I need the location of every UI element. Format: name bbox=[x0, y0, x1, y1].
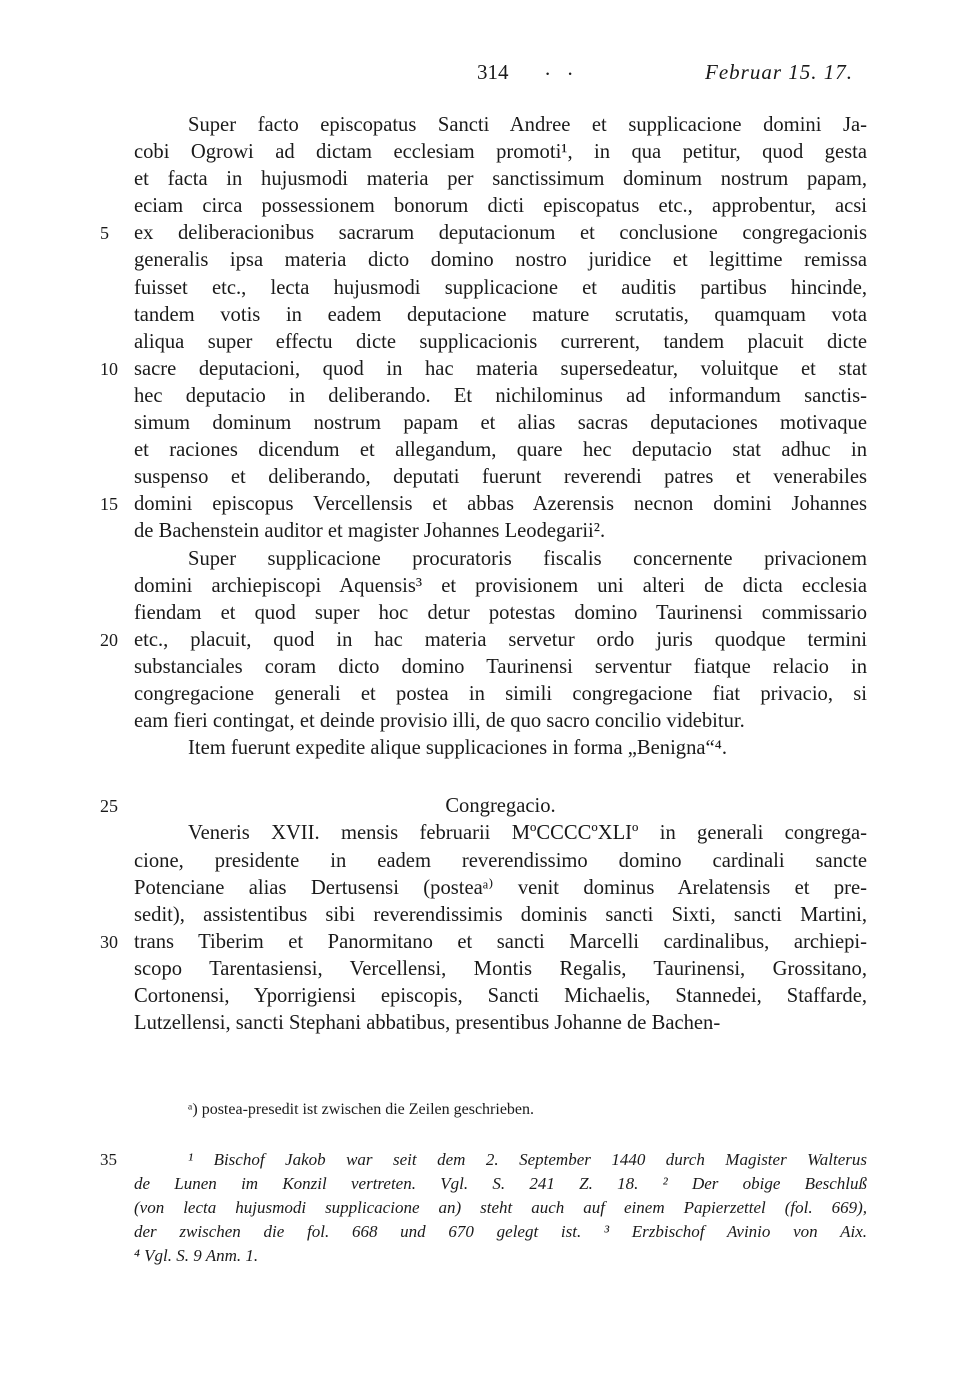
text-line bbox=[0, 518, 960, 545]
line-text: sacre deputacioni, quod in hac materia supersedeatur, voluitque et stat bbox=[134, 357, 867, 380]
line-text: Item fuerunt expedite alique supplicaciones in forma „Benigna“⁴. bbox=[188, 737, 727, 760]
footnote-line bbox=[0, 1244, 960, 1268]
text-line bbox=[0, 983, 960, 1010]
line-text: hec deputacio in deliberando. Et nichilominus ad informandum sanctis- bbox=[134, 384, 867, 407]
text-line bbox=[0, 956, 960, 983]
text-line bbox=[0, 600, 960, 627]
page-header bbox=[0, 56, 960, 90]
line-text: suspenso et deliberando, deputati fuerunt reverendi patres et venerabiles bbox=[134, 466, 867, 489]
footnote-text: de Lunen im Konzil vertreten. Vgl. S. 241 Z. 18. ² Der obige Beschluß bbox=[134, 1174, 867, 1193]
line-text: aliqua super effectu dicte supplicacionis currerent, tandem placuit dicte bbox=[134, 330, 867, 353]
text-line bbox=[0, 573, 960, 600]
text-line bbox=[0, 383, 960, 410]
line-text: et raciones dicendum et allegandum, quare hec deputacio stat adhuc in bbox=[134, 439, 867, 462]
line-text: trans Tiberim et Panormitano et sancti Marcelli cardinalibus, archiepi- bbox=[134, 930, 867, 953]
text-line bbox=[0, 546, 960, 573]
text-line bbox=[0, 848, 960, 875]
line-text: Potenciane alias Dertusensi (posteaᵃ⁾ venit dominus Arelatensis et pre- bbox=[134, 876, 867, 899]
line-text: Super facto episcopatus Sancti Andree et supplicacione domini Ja- bbox=[188, 114, 867, 136]
footnotes bbox=[0, 1148, 960, 1268]
text-line bbox=[0, 929, 960, 956]
line-text: generalis ipsa materia dicto domino nostro juridice et legittime remissa bbox=[134, 249, 867, 272]
line-text: ex deliberacionibus sacrarum deputacionum et conclusione congregacionis bbox=[134, 222, 867, 245]
text-line bbox=[0, 708, 960, 735]
footnote-text: ¹ Bischof Jakob war seit dem 2. September 1440 durch Magister Walterus bbox=[188, 1150, 867, 1169]
apparatus-note: ᵃ) postea-presedit ist zwischen die Zeilen geschrieben. bbox=[188, 1101, 535, 1118]
line-text: Super supplicacione procuratoris fiscalis concernente privacionem bbox=[188, 547, 867, 570]
line-text: domini archiepiscopi Aquensis³ et provisionem uni alteri de dicta ecclesia bbox=[134, 574, 867, 597]
main-text bbox=[0, 112, 960, 1037]
line-number: 5 bbox=[100, 223, 109, 244]
text-line bbox=[0, 302, 960, 329]
text-line bbox=[0, 762, 960, 789]
text-line bbox=[0, 329, 960, 356]
text-line bbox=[0, 275, 960, 302]
text-line bbox=[0, 793, 960, 820]
text-line bbox=[0, 820, 960, 847]
text-line bbox=[0, 627, 960, 654]
footnote-line bbox=[0, 1220, 960, 1244]
text-line bbox=[0, 247, 960, 274]
running-head-date: Februar 15. 17. bbox=[705, 60, 853, 84]
textual-apparatus bbox=[0, 1098, 960, 1122]
line-text: fuisset etc., lecta hujusmodi supplicacione et auditis partibus hincinde, bbox=[134, 276, 867, 299]
line-text: tandem votis in eadem deputacione mature scrutatis, quamquam vota bbox=[134, 303, 867, 326]
line-text: fiendam et quod super hoc detur potestas domino Taurinensi commissario bbox=[134, 601, 867, 624]
line-number: 25 bbox=[100, 796, 118, 817]
text-line bbox=[0, 681, 960, 708]
text-line bbox=[0, 735, 960, 762]
section-heading: Congregacio. bbox=[445, 795, 556, 818]
line-text: et facta in hujusmodi materia per sanctissimum dominum nostrum papam, bbox=[134, 168, 867, 191]
line-text: de Bachenstein auditor et magister Johannes Leodegarii². bbox=[134, 520, 606, 543]
text-line bbox=[0, 139, 960, 166]
line-text: sedit), assistentibus sibi reverendissimis dominis sancti Sixti, sancti Martini, bbox=[134, 903, 867, 926]
footnote-text: (von lecta hujusmodi supplicacione an) steht auch auf einem Papierzettel (fol. 669), bbox=[134, 1198, 867, 1217]
line-number: 30 bbox=[100, 931, 118, 952]
line-number: 10 bbox=[100, 358, 118, 379]
text-line bbox=[0, 356, 960, 383]
footnote-text: ⁴ Vgl. S. 9 Anm. 1. bbox=[134, 1246, 259, 1265]
text-line bbox=[0, 220, 960, 247]
text-line bbox=[0, 1010, 960, 1037]
line-text: Lutzellensi, sancti Stephani abbatibus, presentibus Johanne de Bachen- bbox=[134, 1012, 721, 1035]
line-text: Veneris XVII. mensis februarii MºCCCCºXLIº in generali congrega- bbox=[188, 822, 867, 845]
footnote-text: der zwischen die fol. 668 und 670 gelegt ist. ³ Erzbischof Avinio von Aix. bbox=[134, 1222, 867, 1241]
line-text: simum dominum nostrum papam et alias sacras deputaciones motivaque bbox=[134, 412, 867, 435]
text-line bbox=[0, 902, 960, 929]
text-line bbox=[0, 875, 960, 902]
footnote-line bbox=[0, 1196, 960, 1220]
footnote-line bbox=[0, 1148, 960, 1172]
text-line bbox=[0, 464, 960, 491]
line-text: congregacione generali et postea in simili congregacione fiat privacio, si bbox=[134, 682, 867, 705]
line-text: domini episcopus Vercellensis et abbas Azerensis necnon domini Johannes bbox=[134, 493, 867, 516]
footnote-line bbox=[0, 1172, 960, 1196]
line-text: scopo Tarentasiensi, Vercellensi, Montis Regalis, Taurinensi, Grossitano, bbox=[134, 957, 867, 980]
text-line bbox=[0, 491, 960, 518]
line-text: cione, presidente in eadem reverendissimo domino cardinali sancte bbox=[134, 849, 867, 872]
line-number: 20 bbox=[100, 629, 118, 650]
text-line bbox=[0, 193, 960, 220]
line-text: eam fieri contingat, et deinde provisio illi, de quo sacro concilio videbitur. bbox=[134, 710, 745, 733]
line-text: eciam circa possessionem bonorum dicti episcopatus etc., approbentur, acsi bbox=[134, 195, 867, 218]
text-line bbox=[0, 437, 960, 464]
text-line bbox=[0, 410, 960, 437]
header-dots: . . bbox=[545, 56, 579, 80]
line-text: substanciales coram dicto domino Taurinensi serventur fiatque relacio in bbox=[134, 655, 867, 678]
line-text: cobi Ogrowi ad dictam ecclesiam promoti¹, in qua petitur, quod gesta bbox=[134, 141, 867, 164]
text-line bbox=[0, 654, 960, 681]
text-line bbox=[0, 166, 960, 193]
page-number: 314 bbox=[477, 60, 509, 84]
line-text: Cortonensi, Yporrigiensi episcopis, Sancti Michaelis, Stannedei, Staffarde, bbox=[134, 985, 867, 1007]
text-line bbox=[0, 112, 960, 139]
line-number: 15 bbox=[100, 494, 118, 515]
line-text: etc., placuit, quod in hac materia servetur ordo juris quodque termini bbox=[134, 628, 867, 651]
line-number: 35 bbox=[100, 1150, 117, 1169]
